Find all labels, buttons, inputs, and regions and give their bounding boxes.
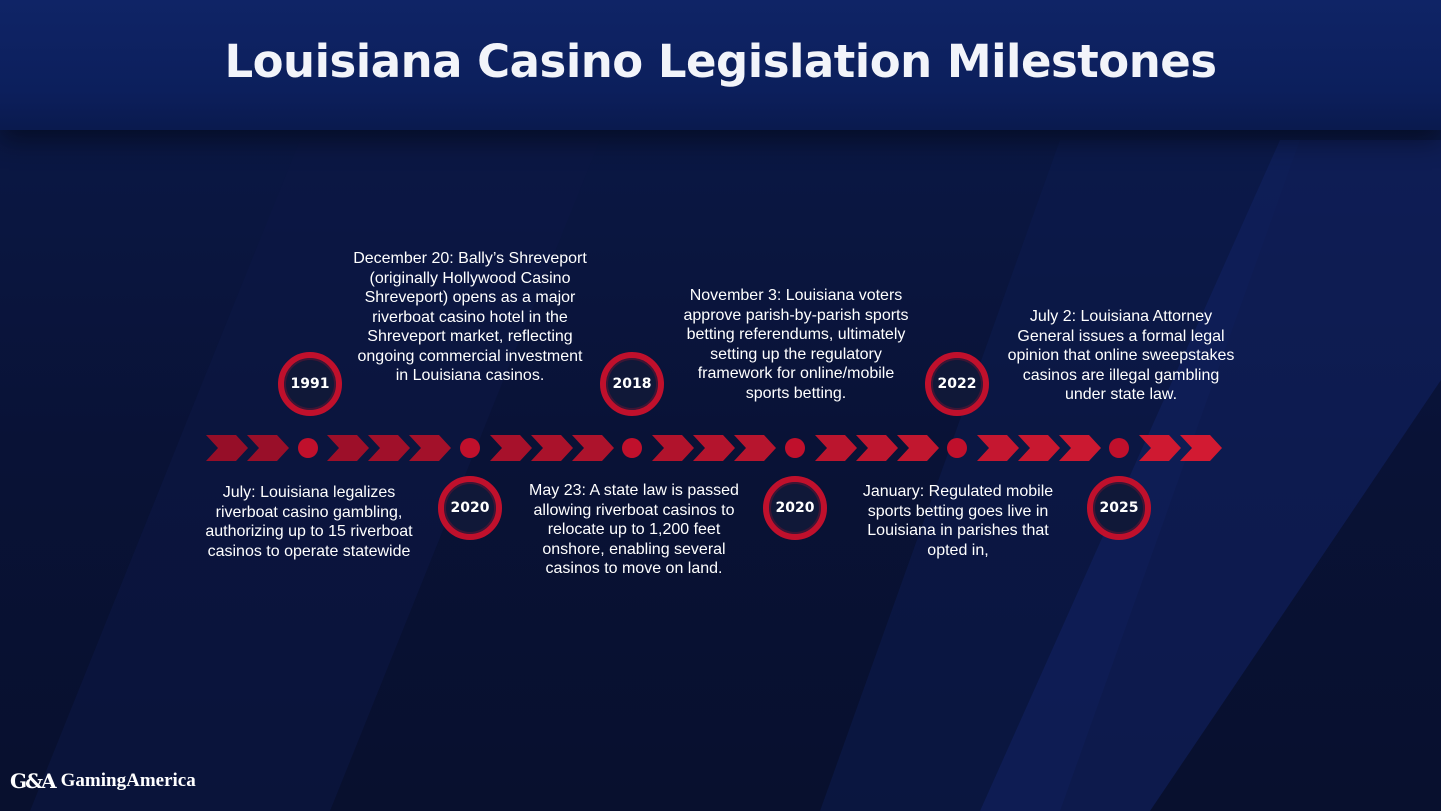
timeline-chevron xyxy=(247,435,289,461)
timeline-chevron xyxy=(368,435,410,461)
timeline-chevron xyxy=(1180,435,1222,461)
timeline-dot xyxy=(1109,438,1129,458)
timeline-dot xyxy=(785,438,805,458)
timeline-chevron xyxy=(1018,435,1060,461)
timeline-arrow-track xyxy=(0,430,1441,466)
timeline-dot xyxy=(460,438,480,458)
year-label: 2025 xyxy=(1099,500,1139,516)
year-marker-1991 xyxy=(278,352,342,416)
year-label: 2020 xyxy=(775,500,815,516)
gaming-america-logo-icon: G&A xyxy=(10,769,55,793)
timeline-chevron xyxy=(977,435,1019,461)
milestone-description-2018: May 23: A state law is passed allowing riverboat casinos to relocate up to 1,200 feet onshore, enabling several casinos to move on land. xyxy=(529,482,739,577)
timeline-chevron xyxy=(652,435,694,461)
year-marker-2025 xyxy=(1087,476,1151,540)
logo-text: GamingAmerica xyxy=(60,770,196,791)
timeline-chevron xyxy=(693,435,735,461)
timeline-chevron xyxy=(490,435,532,461)
page-title: Louisiana Casino Legislation Milestones xyxy=(224,35,1217,88)
timeline-dot xyxy=(947,438,967,458)
year-label: 2020 xyxy=(450,500,490,516)
timeline-chevron xyxy=(531,435,573,461)
timeline-chevron xyxy=(1059,435,1101,461)
gaming-america-logo xyxy=(10,768,196,794)
milestone-description-2020-shreveport: December 20: Bally’s Shreveport (originally Hollywood Casino Shreveport) opens as a major riverboat casino hotel in the Shreveport market, reflecting ongoing commercial investment in Louisiana casinos. xyxy=(353,250,587,384)
milestone-description-1991: July: Louisiana legalizes riverboat casino gambling, authorizing up to 15 riverboat casinos to operate statewide xyxy=(205,484,413,560)
year-label: 1991 xyxy=(290,376,330,392)
timeline-chevron xyxy=(1139,435,1181,461)
year-label: 2022 xyxy=(937,376,977,392)
timeline-chevron xyxy=(856,435,898,461)
timeline-dot xyxy=(298,438,318,458)
year-marker-2022 xyxy=(925,352,989,416)
timeline-dot xyxy=(622,438,642,458)
year-label: 2018 xyxy=(612,376,652,392)
year-marker-2020-b xyxy=(763,476,827,540)
milestone-description-2022: January: Regulated mobile sports betting goes live in Louisiana in parishes that opted in, xyxy=(862,483,1054,559)
timeline-chevron xyxy=(327,435,369,461)
milestone-description-2020-referendum: November 3: Louisiana voters approve parish-by-parish sports betting referendums, ultimately setting up the regulatory framework for online/mobile sports betting. xyxy=(683,287,909,402)
year-marker-2020-a xyxy=(438,476,502,540)
timeline-chevron xyxy=(897,435,939,461)
timeline-chevron xyxy=(815,435,857,461)
timeline-chevron xyxy=(409,435,451,461)
timeline-chevron xyxy=(206,435,248,461)
timeline-chevron xyxy=(734,435,776,461)
milestone-description-2025: July 2: Louisiana Attorney General issues a formal legal opinion that online sweepstakes casinos are illegal gambling under state law. xyxy=(1007,308,1235,403)
year-marker-2018 xyxy=(600,352,664,416)
timeline-chevron xyxy=(572,435,614,461)
header-banner xyxy=(0,0,1441,130)
